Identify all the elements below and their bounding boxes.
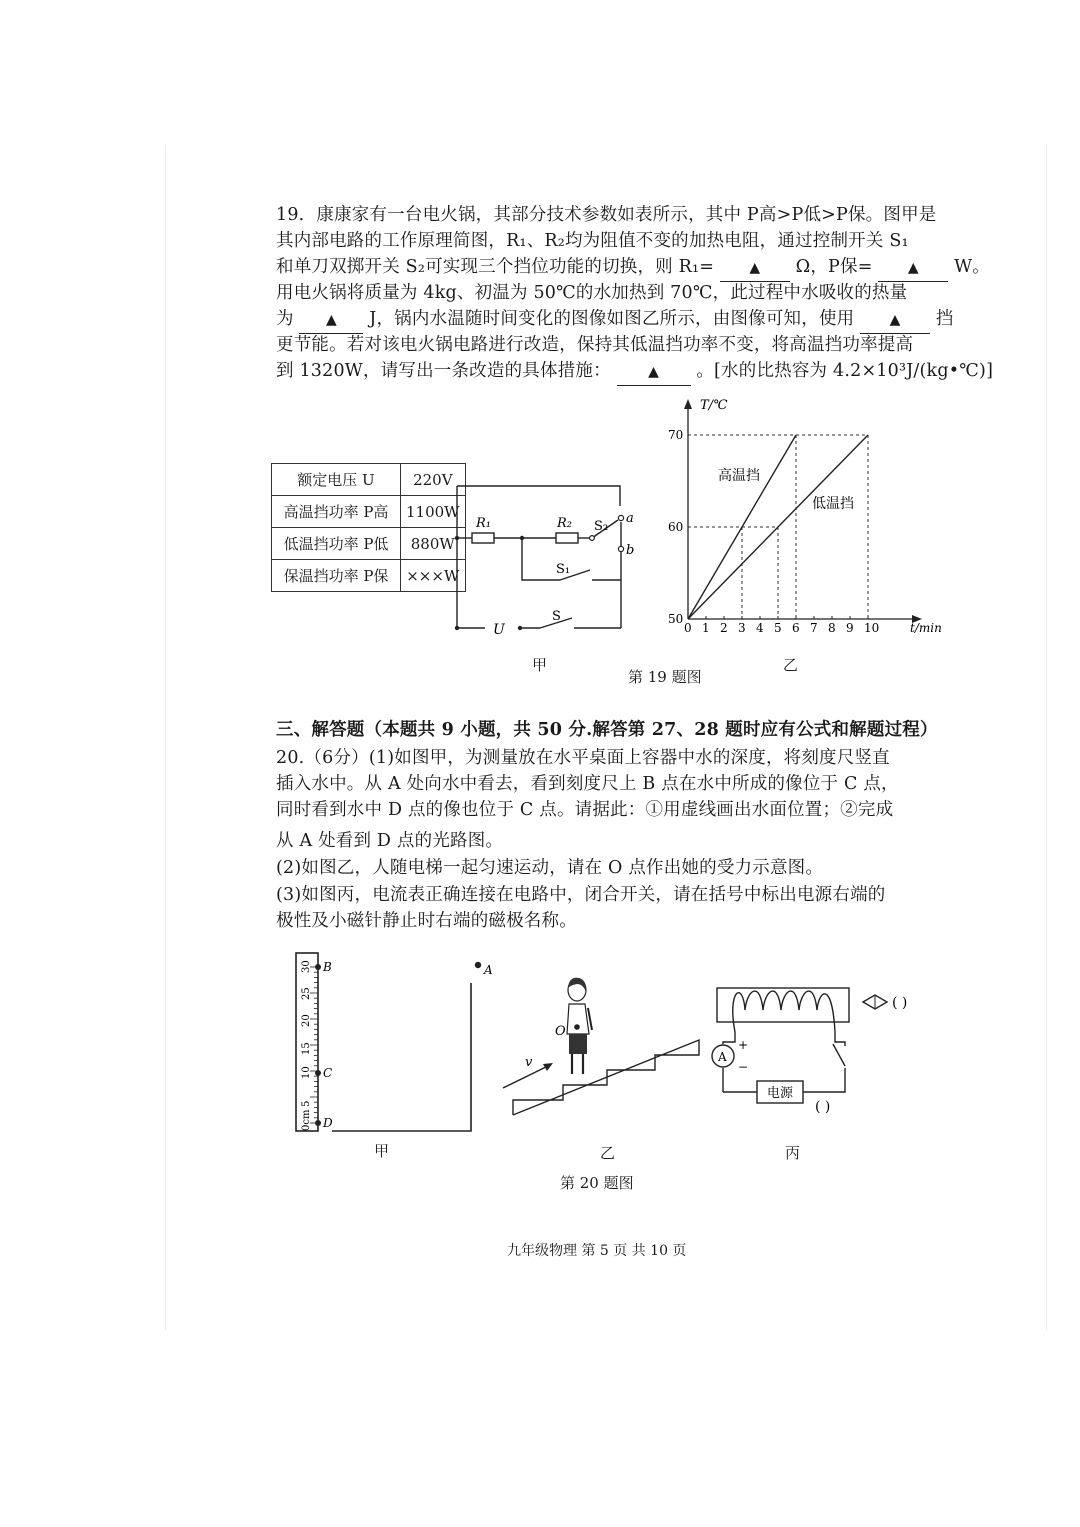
fig19-caption: 第 19 题图 [628,668,702,686]
table-row [272,464,466,496]
x-tick-label: 7 [810,621,818,635]
table-row [272,560,466,592]
label-b-point: B [323,960,332,974]
x-tick-label: 2 [720,621,728,635]
q20-line7: 极性及小磁针静止时右端的磁极名称。 [276,911,577,931]
answer-blank-measure[interactable] [617,358,691,386]
y-tick-label: 60 [668,520,684,534]
answer-blank-r1[interactable] [720,254,790,282]
x-tick-label: 5 [774,621,782,635]
ammeter-minus: − [738,1060,749,1074]
label-o: O [555,1024,566,1039]
q20-line5: (2)如图乙，人随电梯一起匀速运动，请在 O 点作出她的受力示意图。 [276,858,824,878]
page-footer: 九年级物理 第 5 页 共 10 页 [507,1243,687,1259]
blank-mark: ▲ [749,260,761,276]
x-axis-label: t/min [910,621,942,635]
x-tick-label: 4 [756,621,764,635]
x-tick-label: 9 [846,621,854,635]
series-label-low: 低温挡 [812,496,854,512]
y-axis-arrow [684,399,692,409]
x-tick-label: 10 [864,621,880,635]
ammeter-label: A [718,1050,727,1064]
label-s: S [552,609,561,624]
y-axis-label: T/℃ [700,398,728,413]
point-a [475,962,481,968]
q19-line1: 19．康康家有一台电火锅，其部分技术参数如表所示，其中 P高>P低>P保。图甲是 [276,205,937,225]
ruler-label-5: 5 [301,1100,312,1107]
escalator [513,1040,699,1115]
label-s2: S₂ [594,519,609,534]
temperature-chart [660,395,950,640]
source-pole-bracket[interactable]: ( ) [815,1099,831,1115]
answer-blank-p-keep[interactable] [878,254,948,282]
x-tick-label: 0 [684,621,692,635]
table-row [272,496,466,528]
label-s1: S₁ [556,562,571,577]
y-tick-label: 70 [668,428,684,442]
point-o [574,1024,580,1030]
needle-pole-bracket[interactable]: ( ) [892,995,908,1011]
circuit-diagram-jia [440,470,640,650]
q19-line7b: 。[水的比热容为 4.2×10³J/(kg•℃)] [696,361,994,381]
q20-line2: 插入水中。从 A 处向水中看去，看到刻度尺上 B 点在水中所成的像位于 C 点， [276,774,899,794]
electromagnet-circuit [705,980,935,1120]
label-a: a [626,511,634,526]
blank-mark: ▲ [325,312,337,328]
q19-line3a: 和单刀双掷开关 S₂可实现三个挡位功能的切换，则 R₁= [276,257,715,277]
label-b: b [626,543,635,558]
q19-line5c: 挡 [935,309,954,329]
label-u: U [493,622,505,638]
q20-line6: (3)如图丙，电流表正确连接在电路中，闭合开关，请在括号中标出电源右端的 [276,885,886,905]
ruler-label-0cm: 0cm [301,1109,312,1131]
container [332,983,471,1131]
table-cell-value: 1100W [401,496,466,528]
escalator-diagram [495,970,715,1120]
blank-mark: ▲ [889,312,901,328]
table-cell-label: 保温挡功率 P保 [272,560,401,592]
label-d-point: D [323,1116,333,1130]
table-cell-value: 220V [401,464,466,496]
table-cell-label: 低温挡功率 P低 [272,528,401,560]
source-label: 电源 [767,1086,794,1101]
table-row [272,528,466,560]
q19-line7 [276,358,994,386]
caption-fig20-bing: 丙 [785,1144,801,1162]
series-line-0 [688,435,796,619]
section3-title: 三、解答题（本题共 9 小题，共 50 分.解答第 27、28 题时应有公式和解题过程） [276,720,938,740]
q19-line4: 用电火锅将质量为 4kg、初温为 50℃的水加热到 70℃，此过程中水吸收的热量 [276,283,908,303]
table-cell-label: 额定电压 U [272,464,401,496]
coil [733,991,835,1032]
parameter-table [271,463,466,592]
series-label-high: 高温挡 [718,468,760,484]
ammeter-plus: + [738,1038,749,1052]
q19-line6: 更节能。若对该电火锅电路进行改造，保持其低温挡功率不变，将高温挡功率提高 [276,335,914,355]
x-tick-label: 8 [828,621,836,635]
label-v: v [525,1055,533,1070]
table-cell-value: 880W [401,528,466,560]
label-r1: R₁ [476,516,491,531]
table-cell-label: 高温挡功率 P高 [272,496,401,528]
answer-blank-heat[interactable] [299,306,363,334]
x-tick-label: 1 [702,621,710,635]
answer-blank-gear[interactable] [860,306,930,334]
x-tick-label: 3 [738,621,746,635]
q20-line4: 从 A 处看到 D 点的光路图。 [276,831,504,851]
caption-fig20-yi: 乙 [600,1144,616,1162]
q19-line3 [276,254,990,282]
label-c-point: C [323,1066,333,1080]
label-a-point: A [484,963,493,977]
ruler-label-25: 25 [301,987,312,1000]
caption-jia: 甲 [532,656,548,674]
ruler-label-30: 30 [301,960,312,973]
q19-line5 [276,306,954,334]
fig20-caption: 第 20 题图 [560,1174,634,1192]
label-r2: R₂ [557,516,572,531]
x-tick-label: 6 [792,621,800,635]
ruler-label-10: 10 [301,1066,312,1079]
q19-line7a: 到 1320W，请写出一条改造的具体措施： [276,361,611,381]
point-c [315,1070,321,1076]
q19-line5a: 为 [276,309,294,329]
caption-fig20-jia: 甲 [374,1142,390,1160]
q20-line3: 同时看到水中 D 点的像也位于 C 点。请据此：①用虚线画出水面位置；②完成 [276,800,894,820]
person-figure [567,978,592,1074]
point-b [315,964,321,970]
q20-line1: 20.（6分）(1)如图甲，为测量放在水平桌面上容器中水的深度，将刻度尺竖直 [276,748,890,768]
q19-line3b: Ω，P保= [795,257,873,277]
table-cell-value: ×××W [401,560,466,592]
ruler-label-20: 20 [301,1014,312,1027]
q19-line3c: W。 [954,257,990,277]
q19-line2: 其内部电路的工作原理简图，R₁、R₂均为阻值不变的加热电阻，通过控制开关 S₁ [276,231,909,251]
point-d [315,1120,321,1126]
blank-mark: ▲ [907,260,919,276]
ruler-container-diagram [285,945,500,1140]
ruler-label-15: 15 [301,1042,312,1055]
y-tick-label: 50 [668,612,684,626]
caption-yi: 乙 [783,656,799,674]
blank-mark: ▲ [648,364,660,380]
q19-line5b: J，锅内水温随时间变化的图像如图乙所示，由图像可知，使用 [369,309,855,329]
